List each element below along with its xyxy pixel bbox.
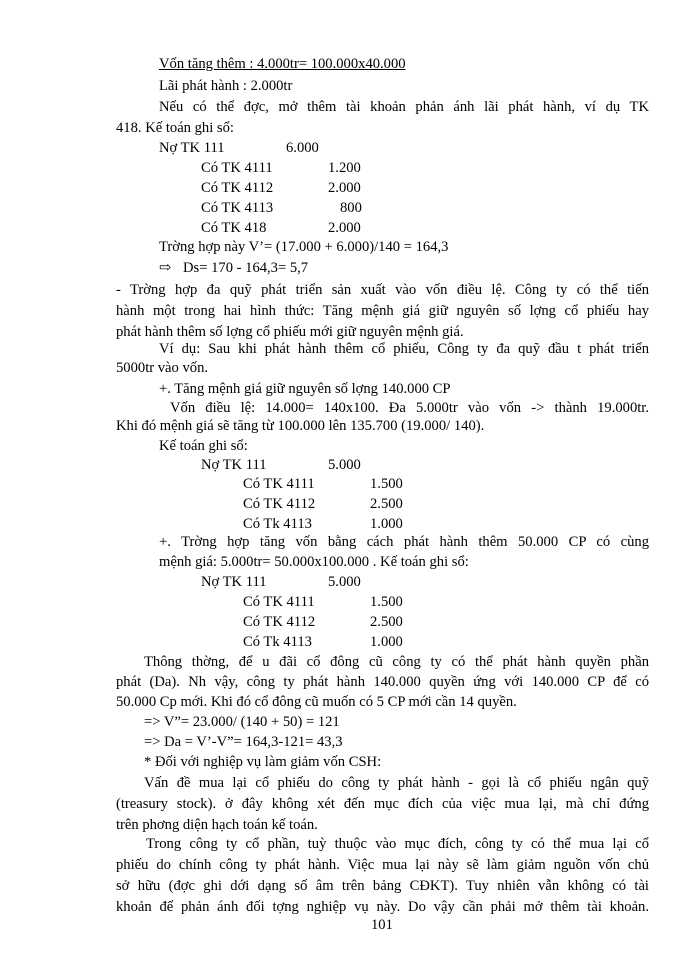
credit-amount: 1.200 xyxy=(328,160,361,176)
credit-amount: 2.000 xyxy=(328,220,361,236)
text-line: phiếu do chính công ty phát hành. Việc mua lại này sẽ làm giảm nguồn vốn chủ xyxy=(116,857,649,873)
text-line: Vấn đề mua lại cổ phiếu do công ty phát hành - gọi là cổ phiếu ngân quỹ xyxy=(144,775,649,791)
credit-account: Có TK 418 xyxy=(201,220,267,236)
debit-amount: 5.000 xyxy=(328,457,361,473)
credit-amount: 800 xyxy=(340,200,362,216)
text-line: (treasury stock). ở đây không xét đến mục đích của việc mua lại, mà chỉ đứng xyxy=(116,796,649,812)
text-line: +. Tăng mệnh giá giữ nguyên số lợng 140.000 CP xyxy=(159,381,451,397)
text-line: trên phơng diện hạch toán kế toán. xyxy=(116,817,318,833)
credit-account: Có TK 4111 xyxy=(243,594,315,610)
credit-account: Có TK 4111 xyxy=(243,476,315,492)
text-line: Kế toán ghi sổ: xyxy=(159,438,248,454)
text-line: +. Trờng hợp tăng vốn bằng cách phát hành thêm 50.000 CP có cùng xyxy=(159,534,649,550)
text-line: 5000tr vào vốn. xyxy=(116,360,209,376)
credit-account: Có TK 4113 xyxy=(201,200,274,216)
text-line: Ds= 170 - 164,3= 5,7 xyxy=(183,260,309,276)
text-line: Trờng hợp này V’= (17.000 + 6.000)/140 = 164,3 xyxy=(159,239,449,255)
credit-account: Có TK 4111 xyxy=(201,160,273,176)
debit-amount: 6.000 xyxy=(286,140,319,156)
text-line: Nếu có thể đợc, mở thêm tài khoản phản ánh lãi phát hành, ví dụ TK xyxy=(159,99,649,115)
text-line: Khi đó mệnh giá sẽ tăng từ 100.000 lên 135.700 (19.000/ 140). xyxy=(116,418,485,434)
text-line: 50.000 Cp mới. Khi đó cổ đông cũ muốn có 5 CP mới cần 14 quyền. xyxy=(116,694,517,710)
text-line: => Da = V’-V”= 164,3-121= 43,3 xyxy=(144,734,343,750)
text-line: phát hành thêm số lợng cổ phiếu mới giữ nguyên mệnh giá. xyxy=(116,324,464,340)
debit-account: Nợ TK 111 xyxy=(159,140,225,156)
credit-account: Có TK 4112 xyxy=(201,180,274,196)
debit-account: Nợ TK 111 xyxy=(201,574,267,590)
text-line: 418. Kế toán ghi sổ: xyxy=(116,120,234,136)
credit-account: Có Tk 4113 xyxy=(243,634,312,650)
credit-amount: 1.500 xyxy=(370,476,403,492)
debit-account: Nợ TK 111 xyxy=(201,457,267,473)
text-line: - Trờng hợp đa quỹ phát triển sản xuất vào vốn điều lệ. Công ty có thể tiến xyxy=(116,282,649,298)
credit-amount: 2.500 xyxy=(370,496,403,512)
text-line: phát (Da). Nh vậy, công ty phát hành 140.000 quyền ứng với 140.000 CP để có xyxy=(116,674,649,690)
text-line: mệnh giá: 5.000tr= 50.000x100.000 . Kế toán ghi sổ: xyxy=(159,554,469,570)
text-line: Trong công ty cổ phần, tuỳ thuộc vào mục đích, công ty có thể mua lại cổ xyxy=(146,836,649,852)
page-number: 101 xyxy=(371,917,393,933)
arrow-icon: ⇨ xyxy=(159,260,172,276)
text-line: Vốn tăng thêm : 4.000tr= 100.000x40.000 xyxy=(159,56,406,72)
text-line: Ví dụ: Sau khi phát hành thêm cổ phiếu, Công ty đa quỹ đầu t phát triển xyxy=(159,341,649,357)
text-line: hành một trong hai hình thức: Tăng mệnh giá giữ nguyên số lợng cổ phiếu hay xyxy=(116,303,649,319)
credit-amount: 2.000 xyxy=(328,180,361,196)
credit-amount: 1.000 xyxy=(370,634,403,650)
credit-amount: 1.500 xyxy=(370,594,403,610)
text-line: Thông thờng, để u đãi cổ đông cũ công ty có thể phát hành quyền phần xyxy=(144,654,649,670)
credit-amount: 1.000 xyxy=(370,516,403,532)
credit-account: Có TK 4112 xyxy=(243,496,316,512)
debit-amount: 5.000 xyxy=(328,574,361,590)
text-line: Lãi phát hành : 2.000tr xyxy=(159,78,293,94)
text-line: Vốn điều lệ: 14.000= 140x100. Đa 5.000tr vào vốn -> thành 19.000tr. xyxy=(170,400,649,416)
credit-account: Có Tk 4113 xyxy=(243,516,312,532)
section-heading: * Đối với nghiệp vụ làm giảm vốn CSH: xyxy=(144,754,382,770)
credit-amount: 2.500 xyxy=(370,614,403,630)
credit-account: Có TK 4112 xyxy=(243,614,316,630)
text-line: sở hữu (đợc ghi dới dạng số âm trên bảng CĐKT). Tuy nhiên vẫn không có tài xyxy=(116,878,649,894)
text-line: khoản để phản ánh đối tợng nghiệp vụ này. Do vậy cần phải mở thêm tài khoản. xyxy=(116,899,649,915)
text-line: => V”= 23.000/ (140 + 50) = 121 xyxy=(144,714,340,730)
